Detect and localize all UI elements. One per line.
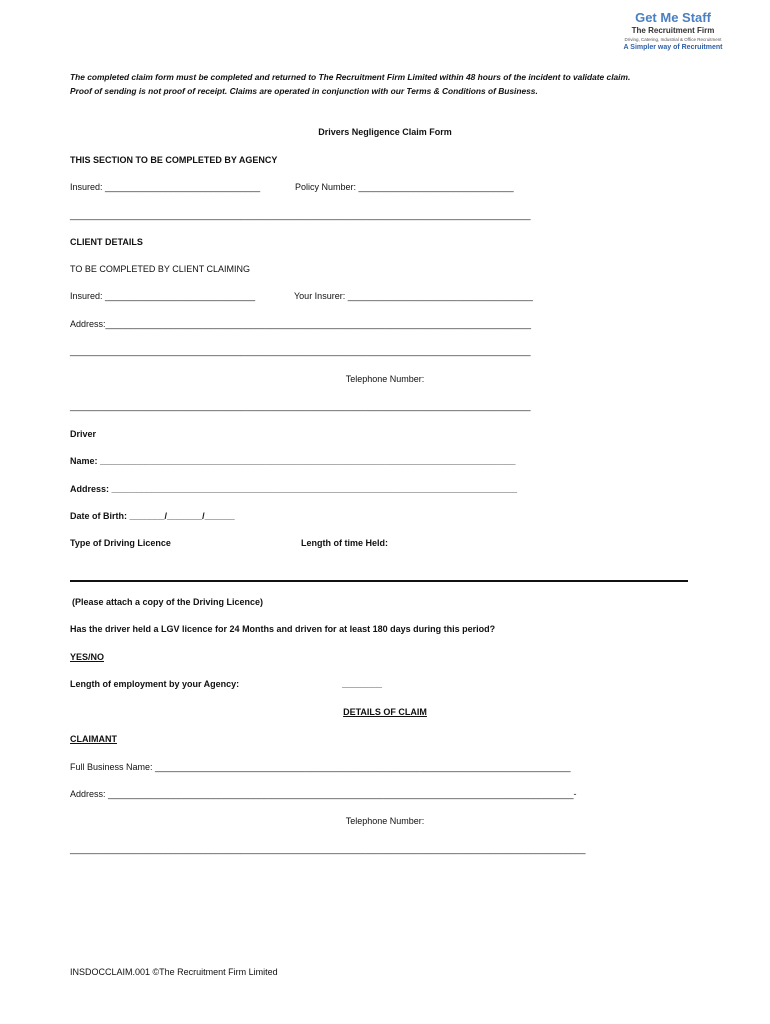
agency-blank-line[interactable]: ____________________________________________________________________________________________: [70, 210, 531, 220]
agency-heading: THIS SECTION TO BE COMPLETED BY AGENCY: [70, 155, 278, 165]
yes-no-option[interactable]: YES/NO: [70, 652, 105, 662]
driver-heading: Driver: [70, 429, 97, 439]
claimant-telephone-field[interactable]: _______________________________________________________________________________________________________: [70, 844, 586, 854]
client-insurer-field[interactable]: Your Insurer: _____________________________________: [294, 291, 533, 301]
logo-title: Get Me Staff: [635, 10, 711, 25]
claimant-business-name-field[interactable]: Full Business Name: ___________________________________________________________________________________: [70, 762, 571, 772]
driver-licence-length-label: Length of time Held:: [301, 538, 388, 548]
client-subheading: TO BE COMPLETED BY CLIENT CLAIMING: [70, 264, 251, 274]
attach-licence-note: (Please attach a copy of the Driving Licence): [72, 597, 264, 607]
logo-tagline: A Simpler way of Recruitment: [623, 44, 723, 51]
driver-dob-field[interactable]: Date of Birth: _______/_______/______: [70, 511, 235, 521]
client-address-line-2[interactable]: ____________________________________________________________________________________________: [70, 346, 531, 356]
claimant-address-field[interactable]: Address: _____________________________________________________________________________________________-: [70, 789, 577, 799]
client-address-field[interactable]: Address:_____________________________________________________________________________________: [70, 319, 531, 329]
employment-length-field[interactable]: ________: [342, 679, 383, 689]
driver-address-field[interactable]: Address: _________________________________________________________________________________: [70, 484, 517, 494]
company-logo: [608, 10, 738, 53]
claimant-heading: CLAIMANT: [70, 734, 117, 744]
client-insured-field[interactable]: Insured: ______________________________: [70, 291, 256, 301]
logo-subtitle: The Recruitment Firm: [631, 26, 715, 35]
client-details-heading: CLIENT DETAILS: [70, 237, 143, 247]
intro-line-1: The completed claim form must be completed and returned to The Recruitment Firm Limited within 48 hours of the incident to validate claim.: [70, 72, 631, 82]
claimant-telephone-label: Telephone Number:: [345, 816, 425, 826]
logo-services: Driving, Catering, Industrial & Office Recruitment: [624, 37, 722, 42]
agency-policy-number-field[interactable]: Policy Number: _______________________________: [295, 182, 514, 192]
form-title: Drivers Negligence Claim Form: [318, 127, 452, 137]
lgv-licence-question: Has the driver held a LGV licence for 24 Months and driven for at least 180 days during this period?: [70, 624, 496, 634]
driver-name-field[interactable]: Name: ___________________________________________________________________________________: [70, 456, 516, 466]
footer-reference: INSDOCCLAIM.001 ©The Recruitment Firm Limited: [70, 967, 278, 977]
intro-line-2: Proof of sending is not proof of receipt. Claims are operated in conjunction with our Terms & Conditions of Business.: [70, 86, 538, 96]
claim-details-heading: DETAILS OF CLAIM: [343, 707, 427, 717]
client-telephone-field[interactable]: ____________________________________________________________________________________________: [70, 401, 531, 411]
section-divider: [70, 580, 688, 582]
client-telephone-label: Telephone Number:: [345, 374, 425, 384]
employment-length-label: Length of employment by your Agency:: [70, 679, 240, 689]
agency-insured-field[interactable]: Insured: _______________________________: [70, 182, 261, 192]
driver-licence-type-label: Type of Driving Licence: [70, 538, 171, 548]
